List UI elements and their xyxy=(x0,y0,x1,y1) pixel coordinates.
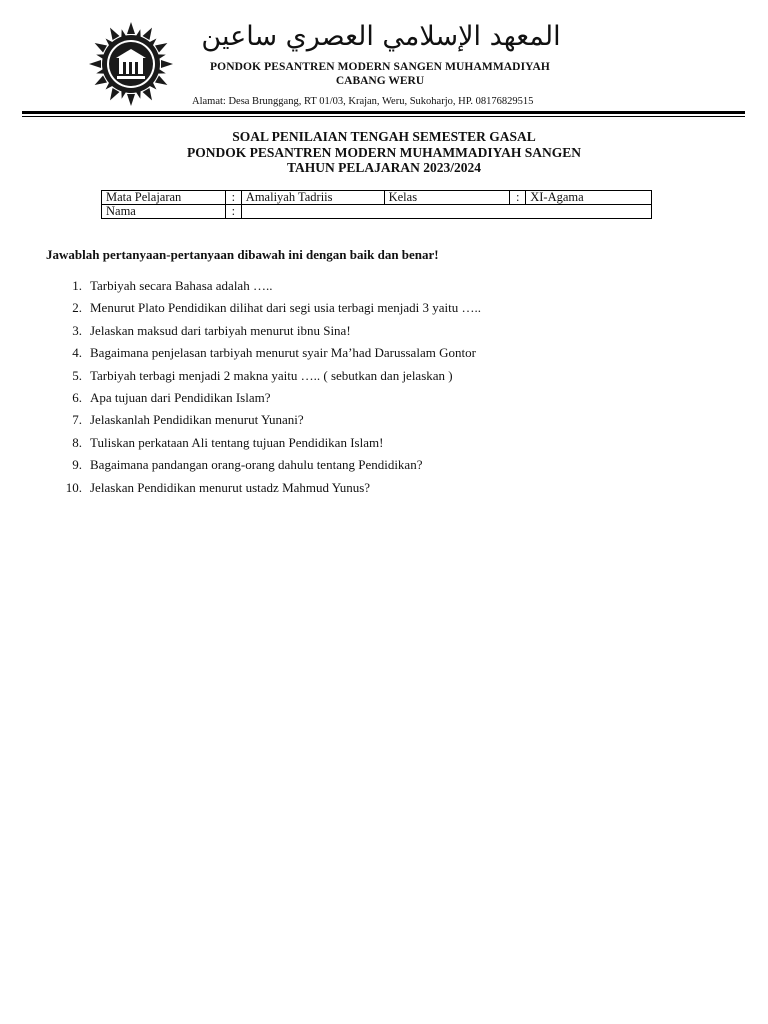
question-number: 6. xyxy=(72,389,82,405)
question-number: 2. xyxy=(72,300,82,316)
name-value xyxy=(241,205,651,219)
name-colon: : xyxy=(225,205,241,219)
question-text: Tuliskan perkataan Ali tentang tujuan Pendidikan Islam! xyxy=(90,434,384,450)
question-text: Tarbiyah secara Bahasa adalah ….. xyxy=(90,278,273,293)
exam-title-line-1: SOAL PENILAIAN TENGAH SEMESTER GASAL xyxy=(232,129,536,144)
header-divider-thick xyxy=(22,111,745,114)
question-number: 9. xyxy=(72,457,82,473)
question-number: 5. xyxy=(72,367,82,383)
info-row-name xyxy=(102,205,652,219)
question-text: Jelaskan Pendidikan menurut ustadz Mahmud Yunus? xyxy=(90,479,371,495)
question-number: 10. xyxy=(65,479,82,495)
question-number: 8. xyxy=(72,434,82,450)
subject-colon: : xyxy=(225,191,241,205)
institution-name: PONDOK PESANTREN MODERN SANGEN MUHAMMADIYAH xyxy=(210,61,550,73)
question-number: 7. xyxy=(72,412,82,428)
question-number: 1. xyxy=(72,278,82,293)
student-info-table xyxy=(101,190,652,219)
info-row-subject xyxy=(102,191,652,205)
question-number: 4. xyxy=(72,345,82,361)
question-text: Menurut Plato Pendidikan dilihat dari segi usia terbagi menjadi 3 yaitu ….. xyxy=(90,300,482,316)
question-text: Jelaskan maksud dari tarbiyah menurut ibnu Sina! xyxy=(90,322,351,338)
exam-title-line-3: TAHUN PELAJARAN 2023/2024 xyxy=(286,160,481,175)
institution-address: Alamat: Desa Brunggang, RT 01/03, Krajan, Weru, Sukoharjo, HP. 08176829515 xyxy=(192,96,534,107)
subject-label: Mata Pelajaran xyxy=(102,191,226,205)
muhammadiyah-sun-emblem-icon xyxy=(78,20,184,108)
subject-value: Amaliyah Tadriis xyxy=(241,191,384,205)
question-number: 3. xyxy=(72,322,82,338)
question-text: Bagaimana penjelasan tarbiyah menurut syair Ma’had Darussalam Gontor xyxy=(90,345,476,361)
class-colon: : xyxy=(510,191,526,205)
institution-branch: CABANG WERU xyxy=(335,75,425,87)
exam-title-line-2: PONDOK PESANTREN MODERN MUHAMMADIYAH SANGEN xyxy=(186,144,581,160)
arabic-title: المعهد الإسلامي العصري ساعين xyxy=(201,21,561,52)
exam-heading xyxy=(0,129,768,176)
class-value: XI-Agama xyxy=(526,191,652,205)
question-text: Apa tujuan dari Pendidikan Islam? xyxy=(90,389,271,405)
question-text: Tarbiyah terbagi menjadi 2 makna yaitu ….. ( sebutkan dan jelaskan ) xyxy=(90,367,453,383)
question-text: Bagaimana pandangan orang-orang dahulu tentang Pendidikan? xyxy=(90,457,423,473)
class-label: Kelas xyxy=(384,191,510,205)
question-text: Jelaskanlah Pendidikan menurut Yunani? xyxy=(90,412,304,428)
instruction-text: Jawablah pertanyaan-pertanyaan dibawah ini dengan baik dan benar! xyxy=(46,247,439,262)
header-divider-thin xyxy=(22,116,745,117)
name-label: Nama xyxy=(102,205,226,219)
